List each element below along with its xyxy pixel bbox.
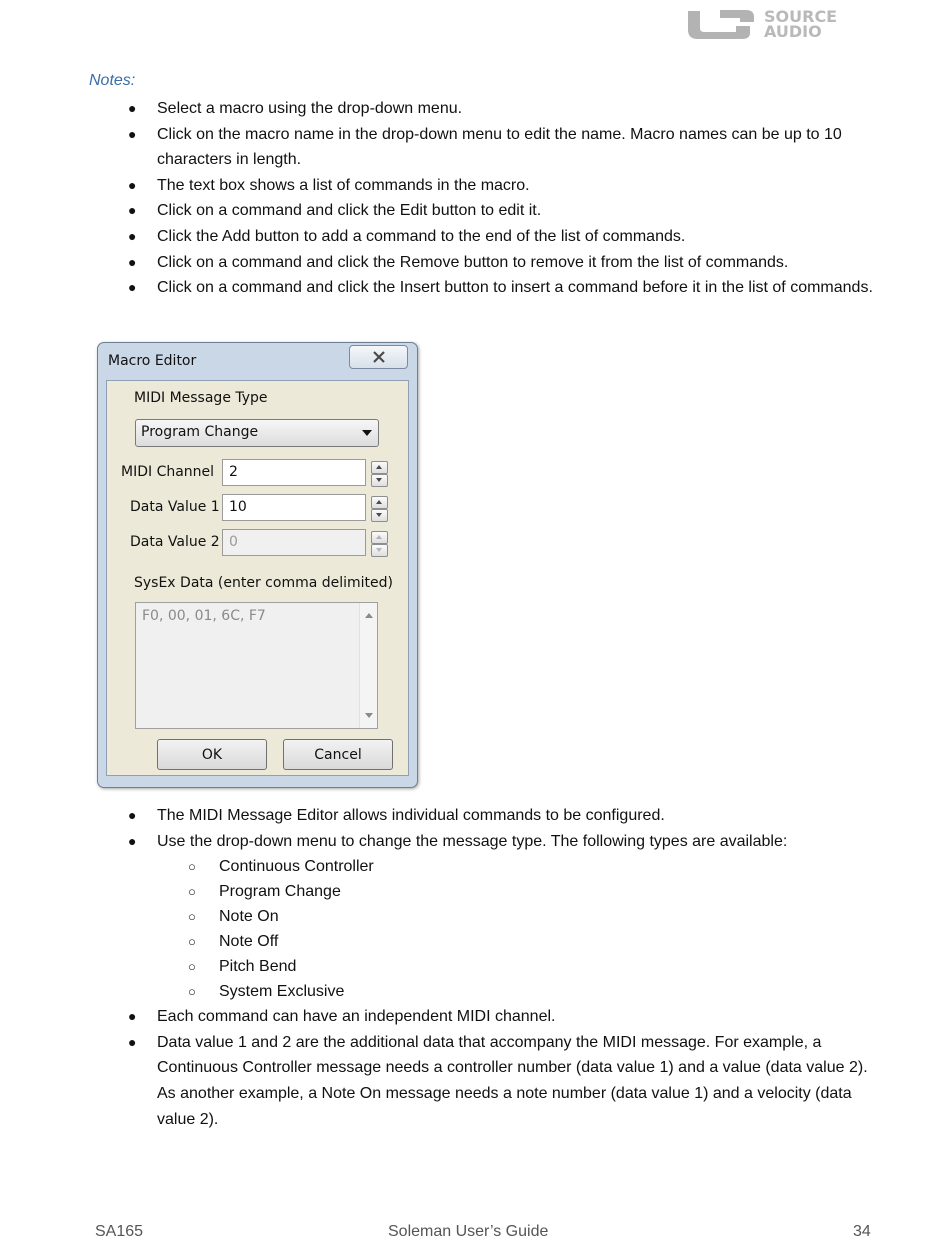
circle-bullet-icon: ○: [188, 884, 196, 900]
sub-list-item: [0, 854, 880, 879]
logo-text-audio: AUDIO: [764, 22, 822, 41]
list-item-text: The MIDI Message Editor allows individual commands to be configured.: [157, 807, 665, 824]
arrow-up-icon: [376, 465, 382, 469]
bullet-icon: ●: [128, 227, 137, 244]
bullet-icon: ●: [128, 125, 137, 142]
spin-down-button[interactable]: [371, 474, 388, 487]
list-item-text: Click on a command and click the Insert button to insert a command before it in the list of commands.: [157, 279, 873, 297]
notes-heading: Notes:: [89, 72, 136, 89]
message-type-value: Program Change: [141, 424, 259, 440]
sub-list-item-text: Continuous Controller: [219, 858, 374, 876]
list-item: [0, 803, 950, 829]
list-item: [0, 96, 950, 122]
ok-button[interactable]: OK: [157, 739, 267, 770]
arrow-down-icon: [376, 513, 382, 517]
logo-text-source: SOURCE: [764, 7, 838, 26]
scroll-up-icon: [365, 613, 373, 618]
list-item: [0, 1004, 950, 1030]
close-button[interactable]: [349, 345, 408, 369]
bullet-icon: ●: [128, 202, 137, 219]
spin-up-button[interactable]: [371, 496, 388, 509]
midi-channel-spinner[interactable]: [371, 461, 388, 487]
dropdown-arrow-icon: [362, 430, 372, 436]
list-item-text: Select a macro using the drop-down menu.: [157, 100, 463, 117]
list-item: [0, 173, 950, 199]
close-icon: [372, 351, 386, 363]
circle-bullet-icon: ○: [188, 934, 196, 950]
footer-doc-id: SA165: [95, 1223, 144, 1240]
data-value-1-spinner[interactable]: [371, 496, 388, 522]
message-types-list: [0, 854, 880, 1004]
bullet-icon: ●: [128, 1033, 137, 1050]
arrow-down-icon: [376, 548, 382, 552]
bullet-icon: ●: [128, 807, 137, 823]
data-value-2-label: Data Value 2: [130, 534, 220, 550]
data-value-2-value: 0: [229, 534, 238, 550]
sub-list-item: [0, 929, 880, 954]
bullet-icon: ●: [128, 832, 137, 849]
sub-list-item-text: System Exclusive: [219, 983, 345, 1001]
sub-list-item: [0, 879, 880, 904]
bullet-icon: ●: [128, 253, 137, 270]
macro-editor-dialog: [97, 342, 418, 788]
sysex-scrollbar: [359, 603, 377, 728]
editor-description-list: [0, 803, 950, 1132]
sub-list-item-text: Note Off: [219, 933, 279, 951]
source-audio-logo: [680, 8, 876, 44]
list-item: [0, 275, 950, 301]
sub-list-item: [0, 904, 880, 929]
circle-bullet-icon: ○: [188, 859, 196, 875]
sub-list-item-text: Program Change: [219, 883, 341, 901]
sub-list-item-text: Pitch Bend: [219, 958, 297, 976]
spin-up-button[interactable]: [371, 461, 388, 474]
list-item-text: Click on a command and click the Remove button to remove it from the list of commands.: [157, 253, 789, 271]
circle-bullet-icon: ○: [188, 984, 196, 1000]
data-value-2-field: [222, 529, 366, 556]
list-item: [0, 829, 950, 1005]
data-value-1-field[interactable]: [222, 494, 366, 521]
list-item-text: Click the Add button to add a command to the end of the list of commands.: [157, 227, 686, 245]
circle-bullet-icon: ○: [188, 959, 196, 975]
spin-up-button: [371, 531, 388, 544]
list-item-text: Click on a command and click the Edit button to edit it.: [157, 202, 542, 220]
spin-down-button: [371, 544, 388, 557]
midi-channel-value: 2: [229, 464, 238, 480]
notes-list: [0, 96, 950, 301]
page-number: 34: [853, 1223, 871, 1240]
cancel-button[interactable]: Cancel: [283, 739, 393, 770]
sysex-label: SysEx Data (enter comma delimited): [134, 575, 394, 591]
sub-list-item-text: Note On: [219, 908, 279, 926]
dialog-body: [106, 380, 409, 776]
list-item: [0, 250, 950, 276]
bullet-icon: ●: [128, 279, 137, 296]
arrow-up-icon: [376, 535, 382, 539]
list-item: [0, 122, 950, 173]
circle-bullet-icon: ○: [188, 909, 196, 925]
list-item: [0, 1030, 950, 1132]
list-item-text: The text box shows a list of commands in the macro.: [157, 176, 530, 194]
arrow-up-icon: [376, 500, 382, 504]
bullet-icon: ●: [128, 1008, 137, 1025]
midi-channel-field[interactable]: [222, 459, 366, 486]
midi-channel-label: MIDI Channel: [121, 464, 215, 480]
list-item-text: Use the drop-down menu to change the message type. The following types are available:: [157, 832, 788, 850]
list-item: [0, 224, 950, 250]
data-value-1-label: Data Value 1: [130, 499, 220, 515]
list-item-text: Data value 1 and 2 are the additional data that accompany the MIDI message. For example, a Continuous Controller message needs a controller number (data value 1) and a value (data value 2). As another example, a Note On message needs a note number (data value 1) and a velocity (data value 2).: [157, 1033, 868, 1128]
footer-title: Soleman User’s Guide: [388, 1223, 549, 1240]
scroll-down-icon: [365, 713, 373, 718]
sysex-value: F0, 00, 01, 6C, F7: [142, 608, 266, 624]
sub-list-item: [0, 979, 880, 1004]
list-item-text: Each command can have an independent MIDI channel.: [157, 1008, 556, 1026]
list-item-text: Click on the macro name in the drop-down menu to edit the name. Macro names can be up to 10 characters in length.: [157, 125, 842, 169]
message-type-label: MIDI Message Type: [134, 390, 268, 406]
list-item: [0, 198, 950, 224]
sysex-textarea: [135, 602, 378, 729]
data-value-2-spinner: [371, 531, 388, 557]
source-audio-logo-mark: [680, 8, 760, 44]
sub-list-item: [0, 954, 880, 979]
spin-down-button[interactable]: [371, 509, 388, 522]
data-value-1-value: 10: [229, 499, 247, 515]
message-type-select[interactable]: [135, 419, 379, 447]
logo-wordmark: [764, 9, 837, 39]
arrow-down-icon: [376, 478, 382, 482]
bullet-icon: ●: [128, 176, 137, 193]
bullet-icon: ●: [128, 100, 137, 116]
dialog-title: Macro Editor: [108, 353, 197, 369]
